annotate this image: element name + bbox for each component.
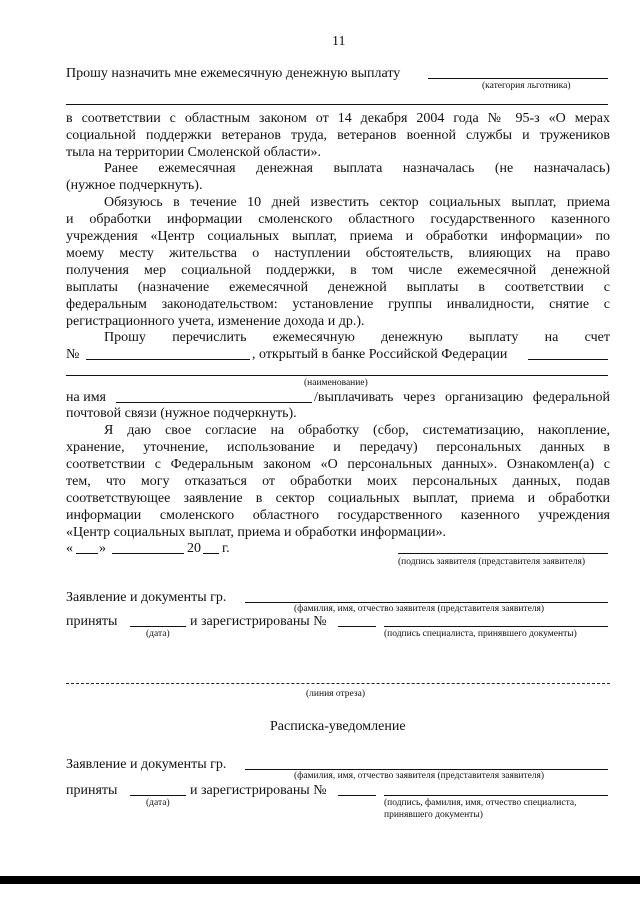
date-day-field[interactable] xyxy=(76,553,98,554)
bank-name-field[interactable] xyxy=(66,375,608,376)
date-quote-open: « xyxy=(66,541,73,556)
category-field[interactable] xyxy=(428,78,608,79)
date-month-field[interactable] xyxy=(112,553,184,554)
recipient-field[interactable] xyxy=(116,402,312,403)
recipient-label: на имя xyxy=(66,390,106,405)
bank-text: , открытый в банке Российской Федерации xyxy=(252,347,508,362)
consent-line-5: соответствующее заявление в сектор социальных выплат, приема и обработки xyxy=(66,491,610,506)
acceptance-date-field[interactable] xyxy=(130,626,186,627)
cut-line-caption: (линия отреза) xyxy=(306,689,366,699)
receipt-fio-field[interactable] xyxy=(245,769,608,770)
obligation-line-1: Обязуюсь в течение 10 дней известить сектор социальных выплат, приема xyxy=(104,195,610,210)
account-number-label: № xyxy=(66,347,80,362)
receipt-docs-label: Заявление и документы гр. xyxy=(66,757,227,772)
date-year-prefix: 20 xyxy=(187,541,201,556)
postal-option-line-2: почтовой связи (нужное подчеркнуть). xyxy=(66,406,297,421)
transfer-word-1: Прошу xyxy=(104,330,146,345)
receipt-number-field[interactable] xyxy=(338,795,376,796)
acceptance-specialist-field[interactable] xyxy=(384,626,608,627)
receipt-registered-label: и зарегистрированы № xyxy=(190,783,327,798)
obligation-line-7: федеральным законодательством: установление группы инвалидности, снятие с xyxy=(66,297,610,312)
transfer-word-2: перечислить xyxy=(172,330,247,345)
obligation-line-3: учреждения «Центр социальных выплат, приема и обработки информации» по xyxy=(66,229,610,244)
obligation-line-6: выплаты (назначение ежемесячной денежной выплаты в соответствии с xyxy=(66,280,610,295)
acceptance-docs-label: Заявление и документы гр. xyxy=(66,590,227,605)
acceptance-date-caption: (дата) xyxy=(146,629,170,639)
transfer-word-6: на xyxy=(544,330,559,345)
cut-line xyxy=(66,683,610,684)
transfer-line-1 xyxy=(104,329,610,346)
acceptance-accepted-label: приняты xyxy=(66,614,118,629)
consent-line-1: Я даю свое согласие на обработку (сбор, систематизацию, накопление, xyxy=(104,423,610,438)
transfer-word-5: выплату xyxy=(469,330,519,345)
consent-line-3: соответствии с Федеральным законом «О персональных данных». Ознакомлен(а) с xyxy=(66,457,610,472)
transfer-word-3: ежемесячную xyxy=(272,330,355,345)
date-quote-close: » xyxy=(99,541,106,556)
page-number: 11 xyxy=(332,34,346,49)
consent-line-4: тем, что могу отказаться от обработки моих персональных данных, подав xyxy=(66,474,610,489)
receipt-specialist-caption-1: (подпись, фамилия, имя, отчество специалиста, xyxy=(384,798,577,808)
scan-border-bottom xyxy=(0,876,640,884)
receipt-fio-caption: (фамилия, имя, отчество заявителя (представителя заявителя) xyxy=(294,771,545,781)
postal-option-text: /выплачивать через организацию федеральной xyxy=(314,390,610,405)
acceptance-registered-label: и зарегистрированы № xyxy=(190,614,327,629)
obligation-line-2: и обработки информации смоленского областного государственного казенного xyxy=(66,212,610,227)
acceptance-specialist-caption: (подпись специалиста, принявшего документы) xyxy=(384,629,577,639)
bank-caption: (наименование) xyxy=(304,378,368,388)
transfer-word-7: счет xyxy=(584,330,610,345)
receipt-date-caption: (дата) xyxy=(146,798,170,808)
receipt-specialist-field[interactable] xyxy=(384,795,608,796)
signature-caption: (подпись заявителя (представителя заявителя) xyxy=(398,557,586,567)
acceptance-fio-caption: (фамилия, имя, отчество заявителя (представителя заявителя) xyxy=(294,604,545,614)
category-caption: (категория льготника) xyxy=(482,81,571,91)
receipt-title: Расписка-уведомление xyxy=(270,719,406,734)
consent-line-7: «Центр социальных выплат, приема и обработки информации». xyxy=(66,525,446,540)
law-line-2: социальной поддержки ветеранов труда, ветеранов военной службы и тружеников xyxy=(66,128,610,143)
bank-field[interactable] xyxy=(528,359,608,360)
transfer-word-4: денежную xyxy=(381,330,443,345)
receipt-date-field[interactable] xyxy=(130,795,186,796)
consent-line-2: хранение, уточнение, использование и передачу) персональных данных в xyxy=(66,440,610,455)
signature-field[interactable] xyxy=(398,553,608,554)
receipt-specialist-caption-2: принявшего документы) xyxy=(384,810,483,820)
date-year-field[interactable] xyxy=(203,553,219,554)
obligation-line-8: регистрационного учета, изменение дохода и др.). xyxy=(66,314,365,329)
consent-line-6: информации смоленского областного государственного казенного учреждения xyxy=(66,508,610,523)
acceptance-fio-field[interactable] xyxy=(245,602,608,603)
law-line-1: в соответствии с областным законом от 14 декабря 2004 года № 95-з «О мерах xyxy=(66,111,610,126)
acceptance-number-field[interactable] xyxy=(338,626,376,627)
request-text: Прошу назначить мне ежемесячную денежную выплату xyxy=(66,66,401,81)
receipt-accepted-label: приняты xyxy=(66,783,118,798)
previous-line-2: (нужное подчеркнуть). xyxy=(66,178,203,193)
law-line-3: тыла на территории Смоленской области». xyxy=(66,145,321,160)
obligation-line-4: моему месту жительства о наступлении обстоятельств, влияющих на право xyxy=(66,246,610,261)
obligation-line-5: получения мер социальной поддержки, в том числе ежемесячной денежной xyxy=(66,263,610,278)
previous-line-1: Ранее ежемесячная денежная выплата назначалась (не назначалась) xyxy=(104,161,610,176)
date-year-suffix: г. xyxy=(222,541,230,556)
category-field-continued[interactable] xyxy=(66,104,608,105)
account-number-field[interactable] xyxy=(86,359,250,360)
